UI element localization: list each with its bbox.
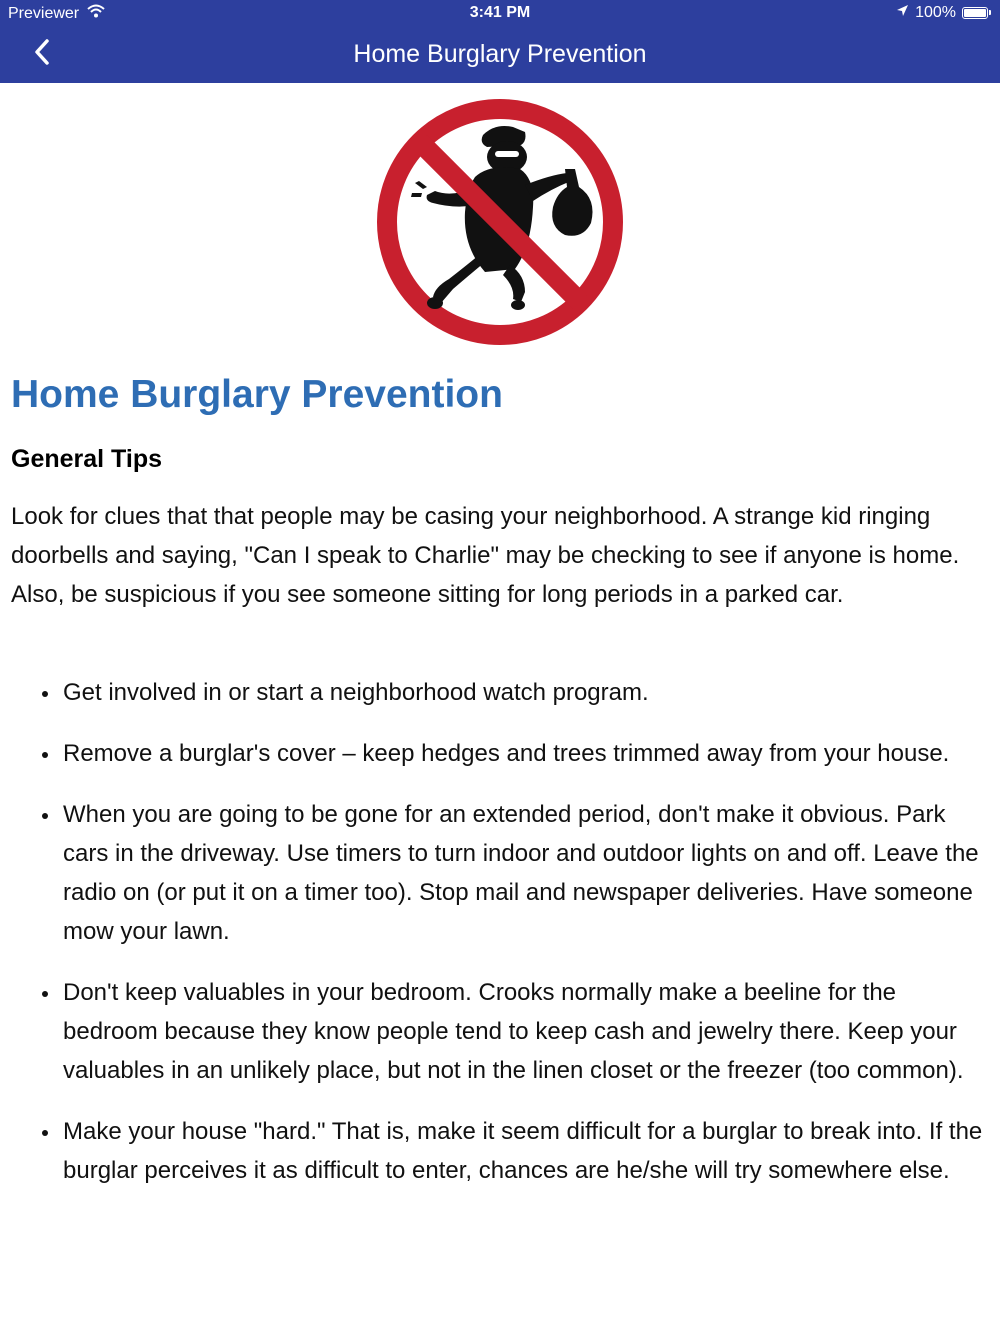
list-item: Remove a burglar's cover – keep hedges and trees trimmed away from your house.	[0, 734, 1000, 773]
battery-percent: 100%	[915, 4, 956, 21]
nav-title: Home Burglary Prevention	[353, 40, 647, 68]
tips-list	[0, 673, 1000, 1212]
list-item: Don't keep valuables in your bedroom. Crooks normally make a beeline for the bedroom because they know people tend to keep cash and jewelry there. Keep your valuables in an unlikely place, but not in the linen closet or the freezer (too common).	[0, 973, 1000, 1090]
article-content[interactable]	[0, 83, 1000, 1334]
location-arrow-icon	[896, 4, 909, 22]
page-title: Home Burglary Prevention	[11, 373, 503, 416]
section-title: General Tips	[11, 445, 162, 473]
no-burglar-icon	[375, 97, 625, 347]
nav-bar	[0, 28, 1000, 83]
intro-paragraph: Look for clues that that people may be casing your neighborhood. A strange kid ringing doorbells and saying, "Can I speak to Charlie" may be checking to see if anyone is home. Also, be suspicious if you see someone sitting for long periods in a parked car.	[11, 503, 960, 608]
carrier-label: Previewer	[8, 4, 80, 22]
app-header	[0, 0, 1000, 83]
status-time: 3:41 PM	[469, 4, 531, 21]
list-item: Get involved in or start a neighborhood watch program.	[0, 673, 1000, 712]
list-item: When you are going to be gone for an extended period, don't make it obvious. Park cars in the driveway. Use timers to turn indoor and outdoor lights on and off. Leave the radio on (or put it on a timer too). Stop mail and newspaper deliveries. Have someone mow your lawn.	[0, 795, 1000, 951]
list-item: Make your house "hard." That is, make it seem difficult for a burglar to break into. If the burglar perceives it as difficult to enter, chances are he/she will try somewhere else.	[0, 1112, 1000, 1190]
battery-icon	[962, 7, 988, 19]
status-right	[896, 4, 988, 22]
status-bar	[0, 0, 1000, 28]
